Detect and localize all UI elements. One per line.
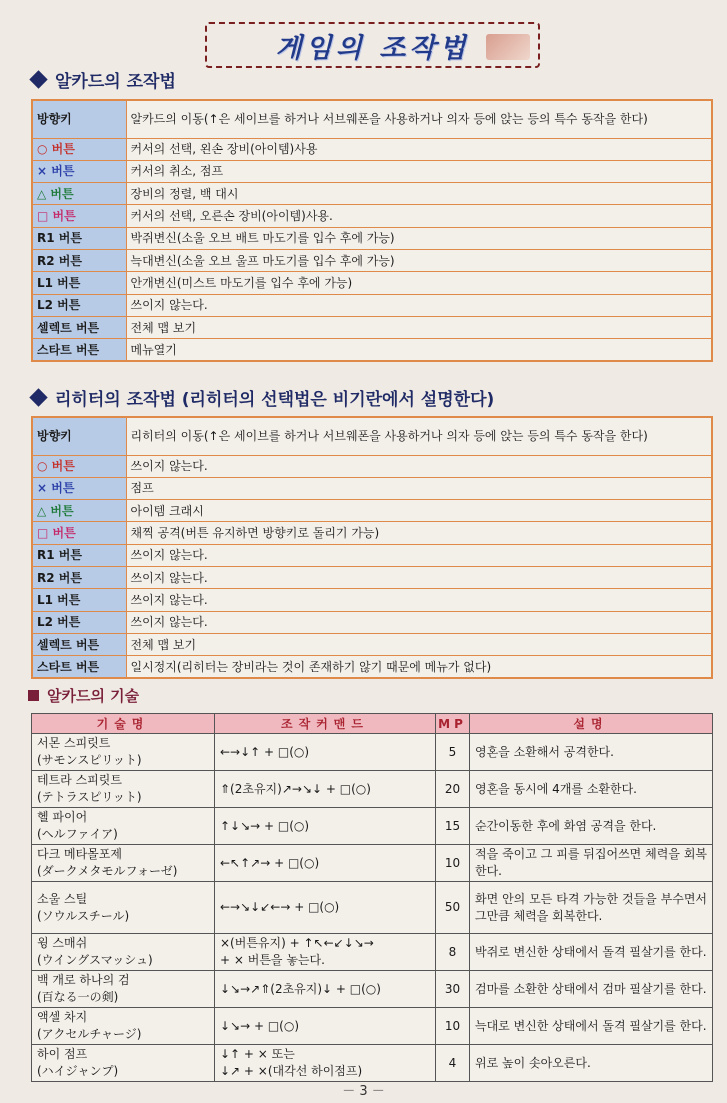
control-key-label: R2 버튼: [37, 253, 82, 268]
square-bullet-icon: [28, 690, 39, 701]
control-description: 일시정지(리히터는 장비라는 것이 존재하기 않기 때문에 메뉴가 없다): [126, 656, 712, 678]
control-description: 채찍 공격(버튼 유지하면 방향키로 돌리기 가능): [126, 522, 712, 544]
title-banner: [205, 22, 540, 68]
skill-command-line: ←→↓↑ + □(○): [220, 744, 310, 759]
control-row: [32, 455, 712, 477]
control-row: [32, 227, 712, 249]
control-key-label: L1 버튼: [37, 275, 81, 290]
skill-name: [32, 1045, 215, 1082]
control-description: 박쥐변신(소울 오브 배트 마도기를 입수 후에 가능): [126, 227, 712, 249]
control-row: [32, 138, 712, 160]
column-header-name: 기술명: [32, 714, 215, 734]
skill-name-japanese: (サモンスピリット): [37, 753, 142, 767]
skill-command-line: ←→↘↓↙←→ + □(○): [220, 900, 340, 914]
control-description: 메뉴열기: [126, 339, 712, 361]
skill-mp: 15: [436, 808, 470, 845]
control-key: [32, 656, 126, 678]
skill-row: [32, 882, 713, 934]
skill-description: 영혼을 소환해서 공격한다.: [470, 734, 713, 771]
control-row: [32, 522, 712, 544]
control-row: [32, 500, 712, 522]
skill-command: [215, 734, 436, 771]
section-heading-text: 리히터의 조작법 (리히터의 선택법은 비기란에서 설명한다): [55, 389, 495, 410]
skill-name: [32, 808, 215, 845]
skill-mp: 50: [436, 882, 470, 934]
control-description: 알카드의 이동(↑은 세이브를 하거나 서브웨폰을 사용하거나 의자 등에 앉는 등의 특수 동작을 한다): [126, 100, 712, 138]
control-key-label: × 버튼: [37, 164, 75, 179]
page-title: 게임의 조작법: [275, 32, 470, 64]
control-description: 아이템 크래시: [126, 500, 712, 522]
section-heading-richter: [28, 384, 494, 410]
skill-mp: 4: [436, 1045, 470, 1082]
skill-command-line: ↓↘→ + □(○): [220, 1018, 300, 1033]
control-key: [32, 294, 126, 316]
control-description: 안개변신(미스트 마도기를 입수 후에 가능): [126, 272, 712, 294]
control-key-label: 셀렉트 버튼: [37, 320, 100, 335]
control-key: [32, 566, 126, 588]
control-key: [32, 183, 126, 205]
skill-command: [215, 1045, 436, 1082]
control-key: [32, 500, 126, 522]
control-key-label: L2 버튼: [37, 298, 81, 313]
control-key-label: △ 버튼: [37, 503, 74, 518]
skill-command-line: ×(버튼유지) + ↑↖←↙↓↘→: [220, 936, 374, 950]
skill-name-japanese: (ソウルスチール): [37, 908, 130, 923]
skill-name: [32, 934, 215, 971]
skill-name: [32, 971, 215, 1008]
alucard-controls-body: [32, 100, 712, 361]
skills-header-row: [32, 714, 713, 734]
control-key-label: ○ 버튼: [37, 142, 75, 157]
skills-body: [32, 734, 713, 1082]
control-row: [32, 316, 712, 338]
control-row: [32, 294, 712, 316]
skill-name-japanese: (ヘルファイア): [37, 827, 118, 841]
skill-row: [32, 934, 713, 971]
control-row: [32, 249, 712, 271]
skill-name-korean: 하이 점프: [37, 1047, 88, 1061]
control-description: 늑대변신(소울 오브 울프 마도기를 입수 후에 가능): [126, 249, 712, 271]
skill-description: 순간이동한 후에 화염 공격을 한다.: [470, 808, 713, 845]
control-key: [32, 272, 126, 294]
skill-row: [32, 771, 713, 808]
control-key-label: □ 버튼: [37, 526, 76, 541]
control-description: 쓰이지 않는다.: [126, 611, 712, 633]
column-header-description: 설명: [470, 714, 713, 734]
control-key-label: ○ 버튼: [37, 459, 75, 474]
control-key: [32, 138, 126, 160]
skill-description: 화면 안의 모든 타격 가능한 것들을 부수면서 그만큼 체력을 회복한다.: [470, 882, 713, 934]
control-row: [32, 544, 712, 566]
control-key: [32, 100, 126, 138]
control-key-label: L2 버튼: [37, 615, 81, 630]
skill-name-korean: 테트라 스피릿트: [37, 773, 122, 787]
control-key-label: R1 버튼: [37, 548, 82, 563]
section-heading-alucard: [28, 66, 176, 92]
control-key: [32, 316, 126, 338]
skill-description: 늑대로 변신한 상태에서 돌격 필살기를 한다.: [470, 1008, 713, 1045]
skill-description: 검마를 소환한 상태에서 검마 필살기를 한다.: [470, 971, 713, 1008]
control-key-label: 스타트 버튼: [37, 659, 100, 674]
control-key: [32, 205, 126, 227]
skill-command-line: ⇑(2초유지)↗→↘↓ + □(○): [220, 781, 371, 796]
skill-mp: 20: [436, 771, 470, 808]
skill-command-line: ↑↓↘→ + □(○): [220, 818, 310, 833]
control-key: [32, 522, 126, 544]
control-row: [32, 566, 712, 588]
skill-name-korean: 백 개로 하나의 검: [37, 973, 130, 987]
control-description: 전체 맵 보기: [126, 633, 712, 655]
control-key-label: 방향키: [37, 112, 72, 127]
control-description: 커서의 선택, 왼손 장비(아이템)사용: [126, 138, 712, 160]
control-key-label: × 버튼: [37, 481, 75, 496]
skill-name: [32, 845, 215, 882]
control-key-label: R1 버튼: [37, 231, 82, 246]
section-heading-text: 알카드의 조작법: [55, 71, 176, 92]
skill-command-line: ↓↘→↗⇑(2초유지)↓ + □(○): [220, 981, 381, 996]
skill-mp: 10: [436, 845, 470, 882]
control-key-label: 방향키: [37, 429, 72, 444]
diamond-bullet-icon: [29, 388, 47, 406]
control-description: 쓰이지 않는다.: [126, 566, 712, 588]
control-description: 커서의 선택, 오른손 장비(아이템)사용.: [126, 205, 712, 227]
control-description: 점프: [126, 477, 712, 499]
skill-mp: 30: [436, 971, 470, 1008]
skill-name-korean: 헬 파이어: [37, 810, 88, 824]
control-key-label: R2 버튼: [37, 570, 82, 585]
skill-description: 적을 죽이고 그 피를 뒤집어쓰면 체력을 회복한다.: [470, 845, 713, 882]
control-row: [32, 160, 712, 182]
control-description: 커서의 취소, 점프: [126, 160, 712, 182]
control-description: 쓰이지 않는다.: [126, 294, 712, 316]
skill-name-japanese: (ハイジャンプ): [37, 1064, 119, 1078]
skill-description: 영혼을 동시에 4개를 소환한다.: [470, 771, 713, 808]
skill-command: [215, 771, 436, 808]
control-key: [32, 227, 126, 249]
control-key: [32, 544, 126, 566]
skill-name: [32, 771, 215, 808]
skill-command: [215, 971, 436, 1008]
skill-description: 박쥐로 변신한 상태에서 돌격 필살기를 한다.: [470, 934, 713, 971]
control-description: 전체 맵 보기: [126, 316, 712, 338]
skill-name-japanese: (テトラスピリット): [37, 790, 142, 804]
skill-description: 위로 높이 솟아오른다.: [470, 1045, 713, 1082]
skill-name-korean: 액셀 차지: [37, 1010, 88, 1024]
control-row: [32, 100, 712, 138]
skills-heading-text: 알카드의 기술: [47, 686, 140, 705]
skill-name-japanese: (ダークメタモルフォーゼ): [37, 864, 178, 878]
skills-heading: [28, 685, 139, 705]
control-description: 장비의 정렬, 백 대시: [126, 183, 712, 205]
skill-row: [32, 734, 713, 771]
skill-mp: 10: [436, 1008, 470, 1045]
skill-mp: 5: [436, 734, 470, 771]
control-row: [32, 339, 712, 361]
control-row: [32, 205, 712, 227]
control-key-label: □ 버튼: [37, 209, 76, 224]
page-number: － 3 －: [342, 1084, 385, 1099]
control-key-label: △ 버튼: [37, 186, 74, 201]
diamond-bullet-icon: [29, 70, 47, 88]
skill-command-line: ↓↑ + × 또는: [220, 1047, 295, 1061]
alucard-controls-table: [31, 99, 713, 362]
skills-table: [31, 713, 713, 1082]
skill-command-line: ↓↗ + ×(대각선 하이점프): [220, 1064, 363, 1078]
skill-row: [32, 845, 713, 882]
skill-row: [32, 971, 713, 1008]
control-key: [32, 589, 126, 611]
skill-name: [32, 734, 215, 771]
skill-mp: 8: [436, 934, 470, 971]
control-row: [32, 611, 712, 633]
column-header-command: 조작커맨드: [215, 714, 436, 734]
skill-name-korean: 다크 메타몰포제: [37, 847, 122, 861]
control-description: 쓰이지 않는다.: [126, 589, 712, 611]
control-key-label: 스타트 버튼: [37, 342, 100, 357]
control-description: 쓰이지 않는다.: [126, 455, 712, 477]
skill-command: [215, 1008, 436, 1045]
control-key: [32, 611, 126, 633]
skill-name-korean: 윙 스매쉬: [37, 936, 88, 950]
skill-command: [215, 845, 436, 882]
column-header-mp: MP: [436, 714, 470, 734]
richter-controls-table: [31, 416, 713, 679]
richter-controls-body: [32, 417, 712, 678]
control-row: [32, 589, 712, 611]
skill-name-korean: 서몬 스피릿트: [37, 736, 111, 750]
control-key: [32, 417, 126, 455]
skill-name-japanese: (アクセルチャージ): [37, 1027, 142, 1041]
skill-name-japanese: (ウイングスマッシュ): [37, 953, 153, 967]
skill-row: [32, 1008, 713, 1045]
skill-command-line: ←↖↑↗→ + □(○): [220, 855, 320, 870]
skill-name: [32, 1008, 215, 1045]
skill-command-line: + × 버튼을 놓는다.: [220, 953, 325, 967]
control-row: [32, 633, 712, 655]
control-key: [32, 160, 126, 182]
control-key: [32, 249, 126, 271]
skill-command: [215, 808, 436, 845]
skill-command: [215, 934, 436, 971]
skill-row: [32, 1045, 713, 1082]
skill-name-korean: 소울 스틸: [37, 891, 88, 906]
control-row: [32, 417, 712, 455]
skill-command: [215, 882, 436, 934]
control-row: [32, 272, 712, 294]
skill-name: [32, 882, 215, 934]
control-key: [32, 477, 126, 499]
skill-row: [32, 808, 713, 845]
title-decoration: [486, 34, 530, 60]
control-key: [32, 455, 126, 477]
control-key: [32, 633, 126, 655]
control-description: 리히터의 이동(↑은 세이브를 하거나 서브웨폰을 사용하거나 의자 등에 앉는 등의 특수 동작을 한다): [126, 417, 712, 455]
control-description: 쓰이지 않는다.: [126, 544, 712, 566]
control-key: [32, 339, 126, 361]
control-key-label: L1 버튼: [37, 592, 81, 607]
control-row: [32, 183, 712, 205]
control-row: [32, 656, 712, 678]
control-key-label: 셀렉트 버튼: [37, 637, 100, 652]
skill-name-japanese: (百なる一の剣): [37, 990, 119, 1004]
control-row: [32, 477, 712, 499]
